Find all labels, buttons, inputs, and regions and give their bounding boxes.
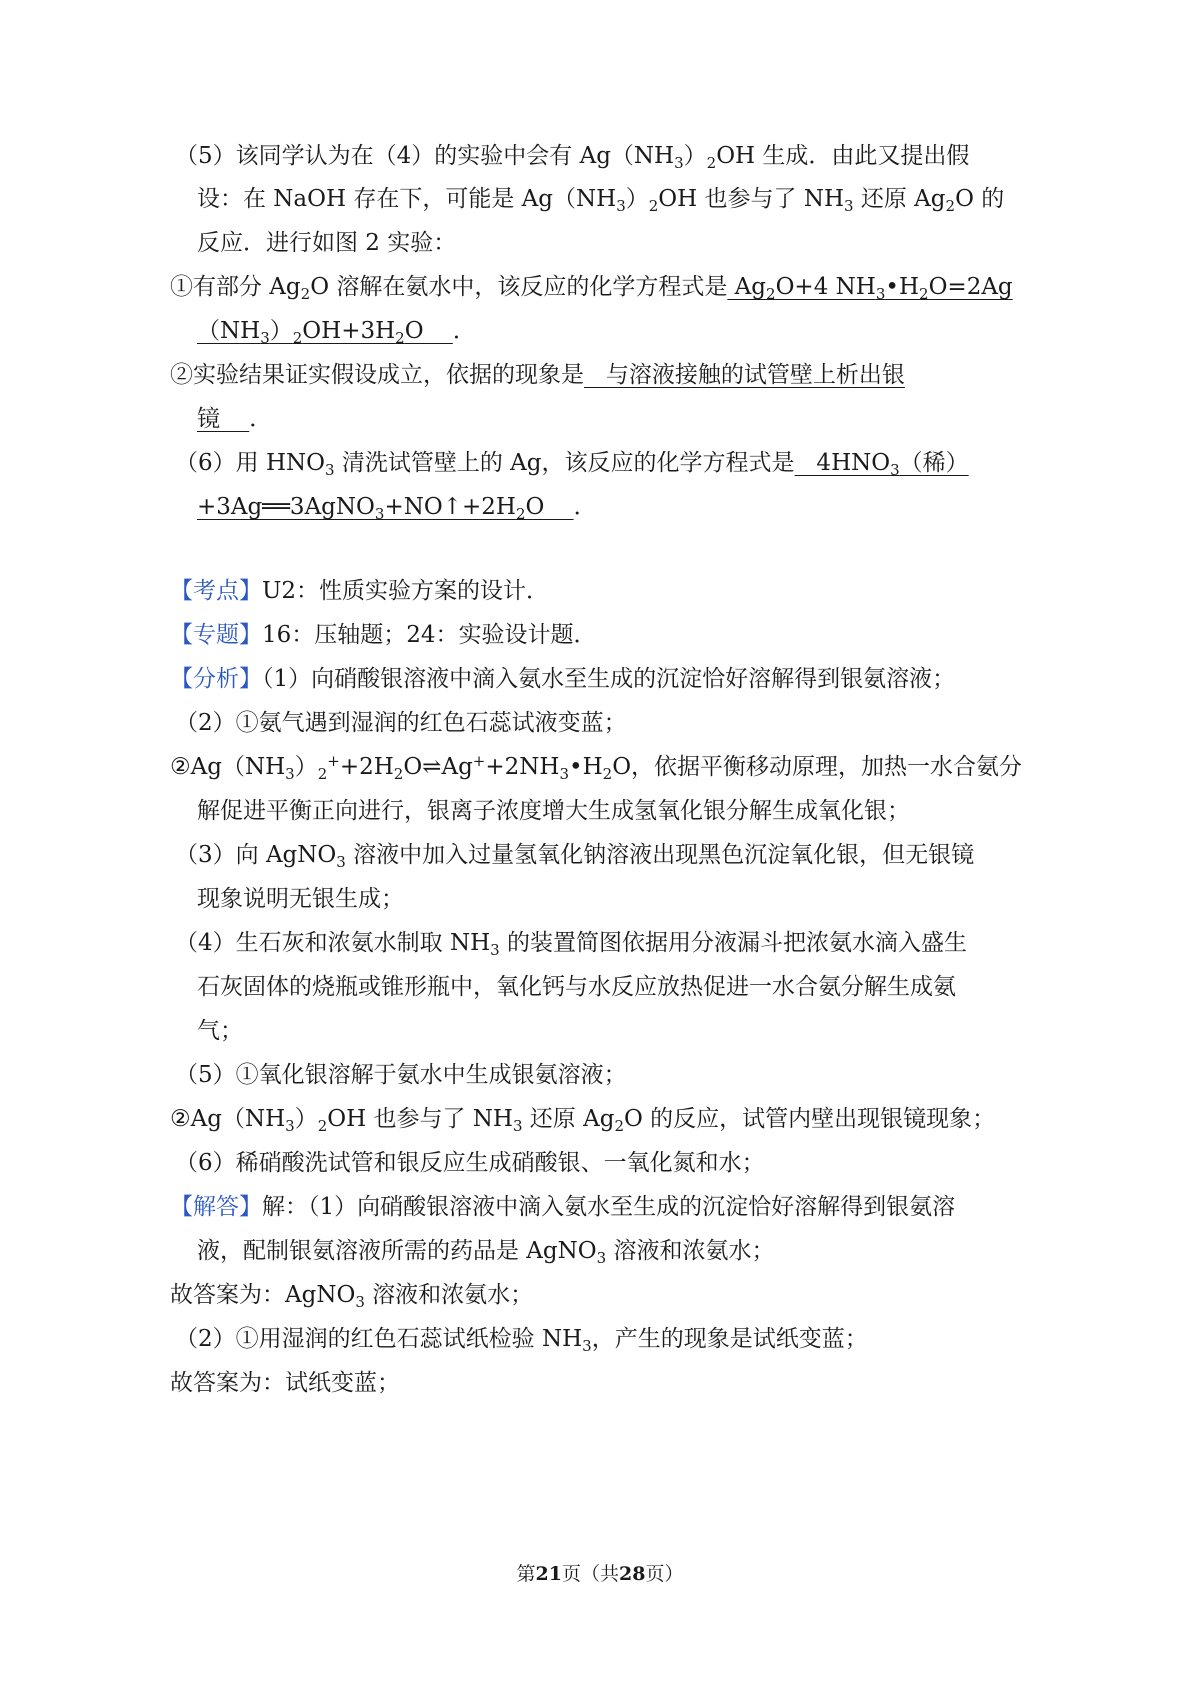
fenxi-line-1: 【分析】（1）向硝酸银溶液中滴入氨水至生成的沉淀恰好溶解得到银氨溶液； — [170, 666, 956, 692]
page-number: 21 — [535, 1563, 562, 1585]
fenxi-line-8: 石灰固体的烧瓶或锥形瓶中，氧化钙与水反应放热促进一水合氨分解生成氨 — [197, 974, 956, 1000]
fenxi-line-10: （5）①氧化银溶解于氨水中生成银氨溶液； — [175, 1062, 627, 1088]
q5-hypothesis-cont: 反应．进行如图 2 实验： — [197, 230, 457, 256]
q5-part2-line: ②实验结果证实假设成立，依据的现象是 与溶液接触的试管壁上析出银 — [170, 362, 905, 388]
q6-answer: $4HNO_3$（稀） — [794, 450, 969, 479]
jieda-line-3: 故答案为：AgNO$_3$ 溶液和浓氨水； — [170, 1282, 534, 1311]
q5-intro-line: （5）该同学认为在（4）的实验中会有 $Ag(NH_3)_2OH$ 生成．由此又提出假 — [175, 143, 970, 172]
q6-line: （6）用 $HNO_3$ 清洗试管壁上的 Ag，该反应的化学方程式是 $4HNO_3$（稀） — [175, 450, 969, 479]
page-total: 28 — [619, 1563, 646, 1585]
fenxi-line-2: （2）①氨气遇到湿润的红色石蕊试液变蓝； — [175, 710, 627, 736]
jieda-line-2: 液，配制银氨溶液所需的药品是 AgNO$_3$ 溶液和浓氨水； — [197, 1238, 775, 1267]
jieda-line-1: 【解答】解：（1）向硝酸银溶液中滴入氨水至生成的沉淀恰好溶解得到银氨溶 — [170, 1194, 956, 1220]
q5-part1-answer: $Ag_2O+4$ $NH_3•H_2O=2Ag$ — [727, 274, 1013, 303]
q5-hypothesis-line: 设：在 NaOH 存在下，可能是 $Ag(NH_3)_2OH$ 也参与了 $NH_3$ 还原 $Ag_2O$ 的 — [197, 186, 1005, 215]
fenxi-line-12: （6）稀硝酸洗试管和银反应生成硝酸银、一氧化氮和水； — [175, 1150, 765, 1176]
q5-part2-answer-cont: 镜 ． — [197, 406, 273, 432]
fenxi-line-5: （3）向 AgNO$_3$ 溶液中加入过量氢氧化钠溶液出现黑色沉淀氧化银，但无银镜 — [175, 842, 975, 871]
fenxi-line-4: 解促进平衡正向进行，银离子浓度增大生成氢氧化银分解生成氧化银； — [197, 798, 910, 824]
jieda-label: 【解答】 — [170, 1194, 262, 1220]
q5-part1-answer-cont: $(NH_3)_2OH+3H_2O$ ． — [197, 318, 476, 347]
fenxi-line-6: 现象说明无银生成； — [197, 886, 404, 912]
zhuanti-line: 【专题】16：压轴题；24：实验设计题． — [170, 622, 597, 648]
fenxi-line-11: $②Ag(NH_3)_2OH$ 也参与了 $NH_3$ 还原 $Ag_2O$ 的反应，试管内壁出现银镜现象； — [170, 1106, 996, 1135]
fenxi-line-7: （4）生石灰和浓氨水制取 $NH_3$ 的装置简图依据用分液漏斗把浓氨水滴入盛生 — [175, 930, 967, 959]
q6-answer-cont: $+3Ag══3AgNO_3+NO↑+2H_2O$ ． — [197, 494, 597, 523]
jieda-line-4: （2）①用湿润的红色石蕊试纸检验 $NH_3$，产生的现象是试纸变蓝； — [175, 1326, 868, 1355]
kaodian-label: 【考点】 — [170, 578, 262, 604]
zhuanti-label: 【专题】 — [170, 622, 262, 648]
fenxi-line-9: 气； — [197, 1018, 243, 1044]
kaodian-line: 【考点】U2：性质实验方案的设计． — [170, 578, 550, 604]
q5-part1-line: ①有部分 $Ag_2O$ 溶解在氨水中，该反应的化学方程式是 $Ag_2O+4$ $NH_3•H_2O=2Ag$ — [170, 274, 1013, 303]
jieda-line-5: 故答案为：试纸变蓝； — [170, 1370, 400, 1396]
q5-part2-answer: 与溶液接触的试管壁上析出银 — [584, 362, 905, 388]
fenxi-line-3: $②Ag(NH_3)_2^++2H_2O\rightleftharpoons Ag^++2NH_3•H_2O$，依据平衡移动原理，加热一水合氨分 — [170, 752, 1023, 783]
page-footer: 第21页（共28页） — [516, 1563, 684, 1585]
fenxi-label: 【分析】 — [170, 666, 262, 692]
